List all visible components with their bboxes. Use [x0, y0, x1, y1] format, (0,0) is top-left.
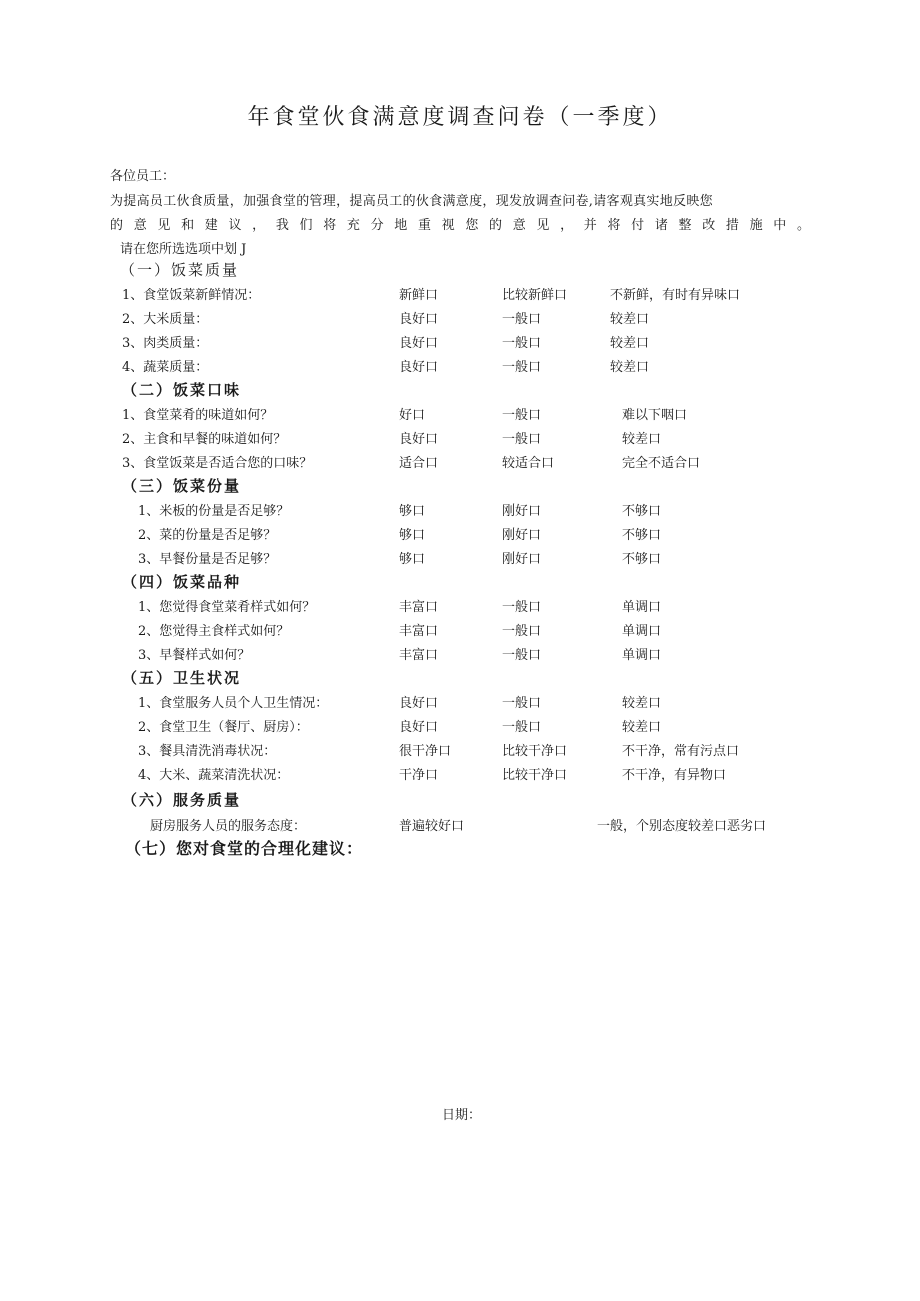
question-text: 厨房服务人员的服务态度：: [150, 819, 307, 834]
section-heading-hygiene: （五）卫生状况: [122, 669, 242, 687]
option-a[interactable]: 丰富口: [399, 648, 439, 663]
option-a[interactable]: 够口: [399, 528, 426, 543]
option-b[interactable]: 一般口: [502, 696, 542, 711]
option-b[interactable]: 一般口: [502, 408, 542, 423]
option-a[interactable]: 够口: [399, 504, 426, 519]
question-row: [0, 764, 920, 784]
question-row: [0, 428, 920, 448]
option-c[interactable]: 不新鲜，有时有异味口: [610, 288, 741, 303]
option-b[interactable]: 一般口: [502, 600, 542, 615]
question-text: 4、蔬菜质量：: [122, 360, 209, 375]
option-a[interactable]: 良好口: [399, 720, 439, 735]
question-text: 4、大米、蔬菜清洗状况：: [138, 768, 290, 783]
question-text: 1、您觉得食堂菜肴样式如何？: [138, 600, 316, 615]
question-row: [0, 500, 920, 520]
option-c[interactable]: 不够口: [622, 528, 662, 543]
question-text: 2、菜的份量是否足够？: [138, 528, 277, 543]
option-c[interactable]: 一般，个别态度较差口恶劣口: [597, 819, 767, 834]
instruction: 请在您所选选项中划 J: [120, 242, 247, 257]
option-b[interactable]: 比较干净口: [502, 744, 568, 759]
option-b[interactable]: 较适合口: [502, 456, 555, 471]
option-a[interactable]: 良好口: [399, 360, 439, 375]
question-row: [0, 716, 920, 736]
question-row: [0, 740, 920, 760]
option-c[interactable]: 较差口: [610, 360, 650, 375]
question-text: 1、食堂饭菜新鲜情况：: [122, 288, 261, 303]
greeting: 各位员工：: [110, 169, 176, 184]
option-c[interactable]: 较差口: [610, 312, 650, 327]
intro-line-1: 为提高员工伙食质量，加强食堂的管理，提高员工的伙食满意度，现发放调查问卷,请客观真实地反映您: [110, 194, 713, 209]
option-a[interactable]: 很干净口: [399, 744, 452, 759]
question-text: 3、食堂饭菜是否适合您的口味？: [122, 456, 313, 471]
question-text: 3、餐具清洗消毒状况：: [138, 744, 277, 759]
question-text: 1、食堂菜肴的味道如何？: [122, 408, 274, 423]
option-c[interactable]: 难以下咽口: [622, 408, 688, 423]
option-c[interactable]: 较差口: [622, 432, 662, 447]
option-c[interactable]: 较差口: [610, 336, 650, 351]
option-c[interactable]: 单调口: [622, 600, 662, 615]
option-b[interactable]: 一般口: [502, 360, 542, 375]
option-a[interactable]: 丰富口: [399, 624, 439, 639]
question-text: 2、食堂卫生（餐厅、厨房）：: [138, 720, 309, 735]
option-a[interactable]: 良好口: [399, 336, 439, 351]
option-b[interactable]: 比较干净口: [502, 768, 568, 783]
option-a[interactable]: 新鲜口: [399, 288, 439, 303]
question-text: 2、主食和早餐的味道如何？: [122, 432, 287, 447]
section-heading-quality: （一）饭菜质量: [120, 261, 240, 279]
option-b[interactable]: 一般口: [502, 312, 542, 327]
option-a[interactable]: 干净口: [399, 768, 439, 783]
option-b[interactable]: 一般口: [502, 336, 542, 351]
question-row: [0, 548, 920, 568]
option-c[interactable]: 较差口: [622, 720, 662, 735]
section-heading-portion: （三）饭菜份量: [122, 477, 242, 495]
question-text: 3、早餐样式如何？: [138, 648, 251, 663]
option-b[interactable]: 刚好口: [502, 552, 542, 567]
date-label: 日期：: [442, 1108, 482, 1123]
question-row: [0, 815, 920, 835]
question-text: 1、米板的份量是否足够？: [138, 504, 290, 519]
option-a[interactable]: 好口: [399, 408, 426, 423]
option-c[interactable]: 单调口: [622, 624, 662, 639]
option-c[interactable]: 不干净，常有污点口: [622, 744, 740, 759]
question-row: [0, 308, 920, 328]
question-row: [0, 356, 920, 376]
option-a[interactable]: 丰富口: [399, 600, 439, 615]
option-c[interactable]: 不够口: [622, 504, 662, 519]
question-row: [0, 644, 920, 664]
section-heading-variety: （四）饭菜品种: [122, 573, 242, 591]
question-text: 1、食堂服务人员个人卫生情况：: [138, 696, 329, 711]
option-c[interactable]: 单调口: [622, 648, 662, 663]
option-a[interactable]: 良好口: [399, 312, 439, 327]
question-text: 2、大米质量：: [122, 312, 209, 327]
option-b[interactable]: 一般口: [502, 648, 542, 663]
option-a[interactable]: 够口: [399, 552, 426, 567]
question-text: 3、肉类质量：: [122, 336, 209, 351]
question-row: [0, 596, 920, 616]
option-a[interactable]: 普遍较好口: [399, 819, 465, 834]
option-a[interactable]: 适合口: [399, 456, 439, 471]
question-row: [0, 524, 920, 544]
option-b[interactable]: 比较新鲜口: [502, 288, 568, 303]
option-c[interactable]: 不够口: [622, 552, 662, 567]
question-row: [0, 692, 920, 712]
survey-title: 年食堂伙食满意度调查问卷（一季度）: [247, 105, 673, 130]
question-text: 2、您觉得主食样式如何？: [138, 624, 290, 639]
option-a[interactable]: 良好口: [399, 432, 439, 447]
option-c[interactable]: 不干净，有异物口: [622, 768, 727, 783]
question-row: [0, 452, 920, 472]
option-b[interactable]: 刚好口: [502, 528, 542, 543]
option-c[interactable]: 完全不适合口: [622, 456, 701, 471]
option-a[interactable]: 良好口: [399, 696, 439, 711]
question-row: [0, 620, 920, 640]
intro-line-2: 的意见和建议，我们将充分地重视您的意见，并将付诸整改措施中。: [110, 218, 810, 233]
section-heading-service: （六）服务质量: [122, 791, 242, 809]
question-row: [0, 404, 920, 424]
question-text: 3、早餐份量是否足够？: [138, 552, 277, 567]
option-b[interactable]: 一般口: [502, 432, 542, 447]
option-b[interactable]: 一般口: [502, 720, 542, 735]
section-heading-suggestions: （七）您对食堂的合理化建议：: [125, 839, 364, 858]
option-c[interactable]: 较差口: [622, 696, 662, 711]
option-b[interactable]: 一般口: [502, 624, 542, 639]
question-row: [0, 284, 920, 304]
question-row: [0, 332, 920, 352]
section-heading-taste: （二）饭菜口味: [122, 381, 242, 399]
option-b[interactable]: 刚好口: [502, 504, 542, 519]
